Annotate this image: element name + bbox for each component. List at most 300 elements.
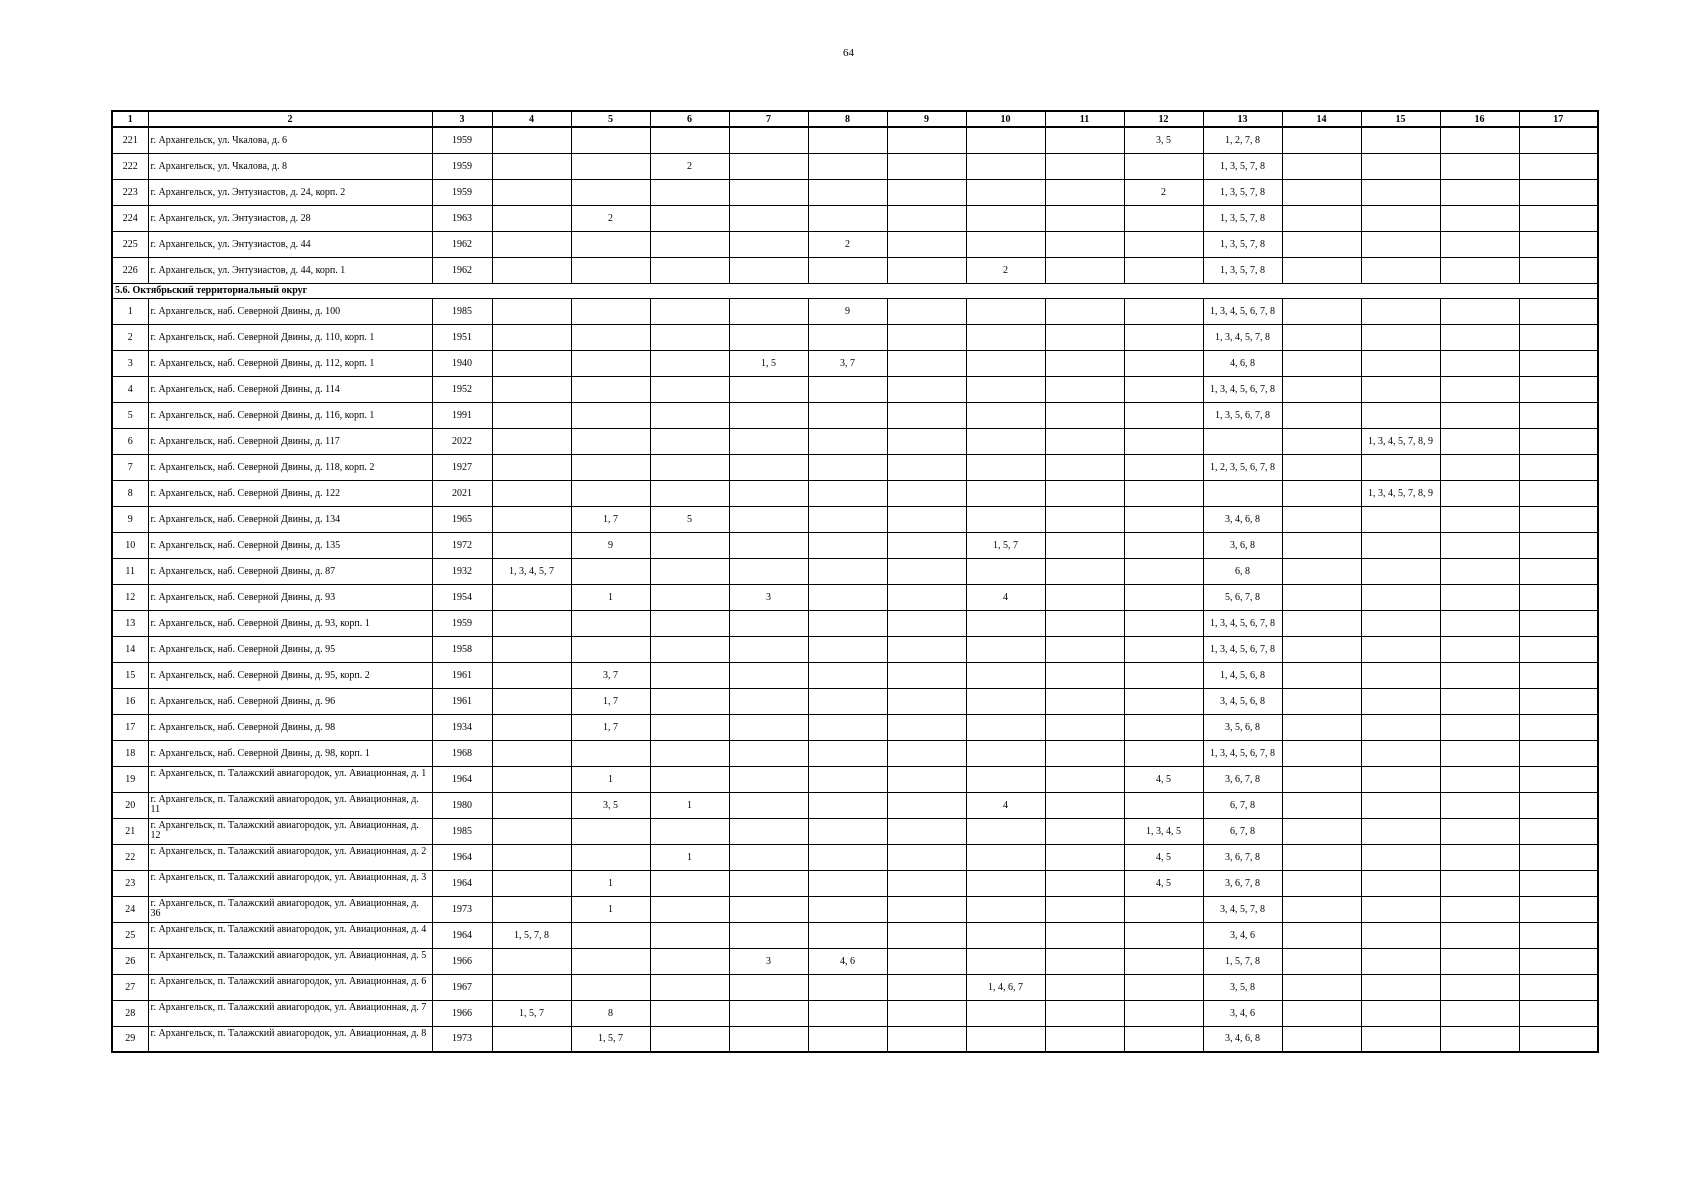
- table-cell: [808, 662, 887, 688]
- table-cell: [1282, 688, 1361, 714]
- address-cell: г. Архангельск, наб. Северной Двины, д. 93, корп. 1: [148, 610, 432, 636]
- table-cell: 1, 3, 4, 5, 7, 8: [1203, 324, 1282, 350]
- table-cell: [571, 558, 650, 584]
- table-cell: [492, 324, 571, 350]
- table-cell: [966, 127, 1045, 153]
- address-cell: г. Архангельск, п. Талажский авиагородок, ул. Авиационная, д. 2: [148, 844, 432, 870]
- row-number-cell: 26: [112, 948, 148, 974]
- table-cell: 1, 3, 4, 5, 6, 7, 8: [1203, 376, 1282, 402]
- table-cell: [650, 766, 729, 792]
- table-cell: [729, 792, 808, 818]
- table-cell: [808, 818, 887, 844]
- table-row: [112, 896, 1598, 922]
- table-cell: [1519, 298, 1598, 324]
- table-cell: [1440, 922, 1519, 948]
- table-cell: [1519, 205, 1598, 231]
- table-cell: [1045, 257, 1124, 283]
- table-cell: [492, 870, 571, 896]
- table-cell: 1, 5, 7: [492, 1000, 571, 1026]
- table-cell: 9: [808, 298, 887, 324]
- table-cell: [1282, 480, 1361, 506]
- table-row: [112, 844, 1598, 870]
- table-cell: [1124, 740, 1203, 766]
- address-cell: г. Архангельск, наб. Северной Двины, д. 95, корп. 2: [148, 662, 432, 688]
- table-cell: [966, 714, 1045, 740]
- table-cell: [887, 376, 966, 402]
- table-cell: [887, 792, 966, 818]
- row-number-cell: 225: [112, 231, 148, 257]
- table-cell: [650, 454, 729, 480]
- table-cell: [650, 324, 729, 350]
- row-number-cell: 24: [112, 896, 148, 922]
- table-cell: [650, 298, 729, 324]
- table-cell: [571, 231, 650, 257]
- table-cell: [1045, 324, 1124, 350]
- table-cell: [1519, 792, 1598, 818]
- table-cell: [1361, 532, 1440, 558]
- table-cell: [1440, 205, 1519, 231]
- table-cell: [808, 532, 887, 558]
- table-cell: [1519, 662, 1598, 688]
- table-cell: [808, 153, 887, 179]
- table-cell: [1124, 454, 1203, 480]
- table-cell: [1282, 532, 1361, 558]
- table-cell: [1519, 454, 1598, 480]
- table-cell: [1361, 844, 1440, 870]
- table-cell: [966, 610, 1045, 636]
- table-cell: 3, 4, 6, 8: [1203, 506, 1282, 532]
- table-cell: [571, 376, 650, 402]
- table-cell: [1045, 662, 1124, 688]
- table-cell: [1124, 231, 1203, 257]
- table-cell: [887, 428, 966, 454]
- table-cell: [966, 1026, 1045, 1052]
- table-cell: [887, 257, 966, 283]
- table-cell: [1440, 688, 1519, 714]
- table-cell: [729, 205, 808, 231]
- table-cell: [729, 506, 808, 532]
- table-cell: [650, 688, 729, 714]
- table-cell: [571, 298, 650, 324]
- table-cell: 3, 6, 7, 8: [1203, 870, 1282, 896]
- table-cell: 1, 7: [571, 688, 650, 714]
- table-cell: [1045, 231, 1124, 257]
- address-cell: г. Архангельск, п. Талажский авиагородок, ул. Авиационная, д. 1: [148, 766, 432, 792]
- table-cell: 3, 5: [1124, 127, 1203, 153]
- table-cell: 1, 5: [729, 350, 808, 376]
- year-cell: 1980: [432, 792, 492, 818]
- table-cell: [966, 636, 1045, 662]
- table-cell: [571, 454, 650, 480]
- table-cell: [1282, 402, 1361, 428]
- table-cell: 4, 6, 8: [1203, 350, 1282, 376]
- row-number-cell: 7: [112, 454, 148, 480]
- table-cell: [966, 922, 1045, 948]
- table-cell: 3: [729, 948, 808, 974]
- table-cell: [571, 740, 650, 766]
- table-cell: [1361, 179, 1440, 205]
- table-cell: [1361, 584, 1440, 610]
- table-cell: [1045, 127, 1124, 153]
- table-cell: [1282, 558, 1361, 584]
- table-cell: [1440, 870, 1519, 896]
- table-cell: [887, 870, 966, 896]
- table-cell: [492, 688, 571, 714]
- table-cell: [1361, 688, 1440, 714]
- table-cell: [808, 1026, 887, 1052]
- table-cell: [1124, 1026, 1203, 1052]
- table-cell: [1361, 948, 1440, 974]
- table-cell: [1282, 636, 1361, 662]
- table-cell: [1519, 922, 1598, 948]
- table-cell: [1440, 948, 1519, 974]
- table-cell: 1, 3, 5, 7, 8: [1203, 257, 1282, 283]
- table-cell: [1361, 636, 1440, 662]
- row-number-cell: 12: [112, 584, 148, 610]
- column-header: 14: [1282, 111, 1361, 127]
- table-row: [112, 205, 1598, 231]
- table-cell: [1440, 402, 1519, 428]
- address-cell: г. Архангельск, наб. Северной Двины, д. 134: [148, 506, 432, 532]
- table-cell: [1519, 558, 1598, 584]
- table-row: [112, 974, 1598, 1000]
- table-cell: [1045, 792, 1124, 818]
- table-cell: [1045, 376, 1124, 402]
- table-cell: [650, 610, 729, 636]
- table-cell: [1045, 922, 1124, 948]
- table-cell: [729, 610, 808, 636]
- table-cell: 3, 7: [808, 350, 887, 376]
- table-cell: [492, 948, 571, 974]
- table-cell: 1, 3, 4, 5, 7, 8, 9: [1361, 428, 1440, 454]
- table-cell: [1124, 205, 1203, 231]
- table-cell: [1045, 298, 1124, 324]
- row-number-cell: 28: [112, 1000, 148, 1026]
- year-cell: 1972: [432, 532, 492, 558]
- table-cell: [1124, 688, 1203, 714]
- year-cell: 1968: [432, 740, 492, 766]
- row-number-cell: 13: [112, 610, 148, 636]
- table-cell: [1440, 1000, 1519, 1026]
- table-cell: [1124, 636, 1203, 662]
- table-cell: [1045, 688, 1124, 714]
- table-cell: [1361, 896, 1440, 922]
- table-cell: [729, 324, 808, 350]
- table-cell: [650, 948, 729, 974]
- table-cell: [887, 324, 966, 350]
- table-cell: 5, 6, 7, 8: [1203, 584, 1282, 610]
- address-cell: г. Архангельск, наб. Северной Двины, д. 93: [148, 584, 432, 610]
- table-cell: [1519, 506, 1598, 532]
- year-cell: 1966: [432, 1000, 492, 1026]
- table-cell: [1440, 153, 1519, 179]
- address-cell: г. Архангельск, п. Талажский авиагородок, ул. Авиационная, д. 4: [148, 922, 432, 948]
- table-cell: [887, 231, 966, 257]
- year-cell: 1951: [432, 324, 492, 350]
- table-cell: [492, 402, 571, 428]
- table-cell: [729, 922, 808, 948]
- table-cell: [1519, 1000, 1598, 1026]
- table-cell: [729, 257, 808, 283]
- table-cell: [1045, 610, 1124, 636]
- row-number-cell: 27: [112, 974, 148, 1000]
- table-cell: [887, 740, 966, 766]
- table-cell: [1124, 480, 1203, 506]
- table-cell: [1361, 127, 1440, 153]
- address-cell: г. Архангельск, п. Талажский авиагородок, ул. Авиационная, д. 5: [148, 948, 432, 974]
- table-cell: [1440, 532, 1519, 558]
- table-cell: [650, 1000, 729, 1026]
- table-cell: [571, 402, 650, 428]
- table-cell: [1045, 948, 1124, 974]
- table-cell: [1361, 454, 1440, 480]
- row-number-cell: 14: [112, 636, 148, 662]
- table-cell: 1, 3, 5, 7, 8: [1203, 179, 1282, 205]
- table-cell: 1, 5, 7, 8: [1203, 948, 1282, 974]
- table-cell: [1282, 662, 1361, 688]
- row-number-cell: 16: [112, 688, 148, 714]
- table-cell: [492, 636, 571, 662]
- table-row: [112, 792, 1598, 818]
- year-cell: 1959: [432, 153, 492, 179]
- row-number-cell: 226: [112, 257, 148, 283]
- table-cell: [1519, 480, 1598, 506]
- table-cell: [729, 896, 808, 922]
- table-cell: [1282, 428, 1361, 454]
- table-cell: [887, 153, 966, 179]
- table-cell: [1282, 844, 1361, 870]
- table-cell: [571, 948, 650, 974]
- address-cell: г. Архангельск, наб. Северной Двины, д. 114: [148, 376, 432, 402]
- table-cell: [966, 350, 1045, 376]
- table-cell: 4: [966, 792, 1045, 818]
- table-cell: [1440, 610, 1519, 636]
- table-cell: [729, 1000, 808, 1026]
- table-cell: 3, 6, 7, 8: [1203, 844, 1282, 870]
- table-cell: [1045, 454, 1124, 480]
- table-cell: 1, 5, 7, 8: [492, 922, 571, 948]
- table-cell: [1361, 662, 1440, 688]
- table-cell: [650, 376, 729, 402]
- table-cell: [808, 324, 887, 350]
- table-cell: [887, 127, 966, 153]
- table-cell: [492, 153, 571, 179]
- table-cell: [1282, 231, 1361, 257]
- table-cell: [1361, 792, 1440, 818]
- table-cell: [1440, 558, 1519, 584]
- buildings-table: [111, 110, 1599, 1053]
- table-row: [112, 1026, 1598, 1052]
- address-cell: г. Архангельск, наб. Северной Двины, д. 98, корп. 1: [148, 740, 432, 766]
- table-cell: [966, 948, 1045, 974]
- table-cell: [729, 179, 808, 205]
- table-cell: [650, 636, 729, 662]
- table-cell: [966, 179, 1045, 205]
- address-cell: г. Архангельск, наб. Северной Двины, д. 135: [148, 532, 432, 558]
- table-cell: [1519, 948, 1598, 974]
- table-cell: [808, 870, 887, 896]
- table-row: [112, 766, 1598, 792]
- table-cell: [492, 818, 571, 844]
- table-cell: [1361, 714, 1440, 740]
- table-cell: [887, 506, 966, 532]
- table-cell: 1: [571, 766, 650, 792]
- table-cell: [729, 558, 808, 584]
- table-cell: [650, 428, 729, 454]
- table-cell: 3, 4, 5, 6, 8: [1203, 688, 1282, 714]
- table-cell: [966, 298, 1045, 324]
- table-row: [112, 870, 1598, 896]
- table-cell: [1519, 127, 1598, 153]
- table-cell: [1045, 506, 1124, 532]
- table-cell: 2: [571, 205, 650, 231]
- table-cell: [729, 127, 808, 153]
- table-row: [112, 127, 1598, 153]
- table-cell: [966, 480, 1045, 506]
- table-cell: [808, 896, 887, 922]
- table-cell: [1045, 714, 1124, 740]
- table-cell: [729, 298, 808, 324]
- address-cell: г. Архангельск, ул. Энтузиастов, д. 44, корп. 1: [148, 257, 432, 283]
- table-cell: [1045, 844, 1124, 870]
- row-number-cell: 223: [112, 179, 148, 205]
- table-cell: [1282, 205, 1361, 231]
- table-cell: [1519, 1026, 1598, 1052]
- table-cell: [1282, 257, 1361, 283]
- table-cell: [1361, 766, 1440, 792]
- table-cell: [492, 454, 571, 480]
- table-cell: [492, 1026, 571, 1052]
- section-row: [112, 283, 1598, 298]
- year-cell: 1963: [432, 205, 492, 231]
- table-cell: [492, 127, 571, 153]
- table-cell: [650, 127, 729, 153]
- row-number-cell: 19: [112, 766, 148, 792]
- table-cell: [650, 922, 729, 948]
- table-row: [112, 454, 1598, 480]
- year-cell: 1973: [432, 1026, 492, 1052]
- table-cell: [1282, 870, 1361, 896]
- year-cell: 1985: [432, 818, 492, 844]
- table-cell: [887, 974, 966, 1000]
- table-cell: [1045, 870, 1124, 896]
- table-cell: [1045, 428, 1124, 454]
- table-row: [112, 1000, 1598, 1026]
- column-header: 2: [148, 111, 432, 127]
- table-cell: [492, 662, 571, 688]
- table-cell: [571, 636, 650, 662]
- table-cell: [1440, 324, 1519, 350]
- address-cell: г. Архангельск, ул. Энтузиастов, д. 28: [148, 205, 432, 231]
- table-cell: [1361, 922, 1440, 948]
- table-cell: [808, 179, 887, 205]
- row-number-cell: 21: [112, 818, 148, 844]
- table-cell: [1519, 870, 1598, 896]
- table-cell: 4, 6: [808, 948, 887, 974]
- table-cell: [887, 714, 966, 740]
- table-cell: [966, 402, 1045, 428]
- table-cell: [1440, 818, 1519, 844]
- table-cell: [887, 298, 966, 324]
- table-cell: 1: [571, 870, 650, 896]
- row-number-cell: 17: [112, 714, 148, 740]
- row-number-cell: 11: [112, 558, 148, 584]
- year-cell: 1967: [432, 974, 492, 1000]
- address-cell: г. Архангельск, п. Талажский авиагородок, ул. Авиационная, д. 7: [148, 1000, 432, 1026]
- column-header: 10: [966, 111, 1045, 127]
- table-cell: [887, 766, 966, 792]
- table-cell: [966, 506, 1045, 532]
- table-cell: 3, 5, 6, 8: [1203, 714, 1282, 740]
- table-cell: [492, 974, 571, 1000]
- table-cell: [808, 714, 887, 740]
- table-cell: [1124, 376, 1203, 402]
- table-cell: [1045, 179, 1124, 205]
- table-cell: [887, 402, 966, 428]
- table-cell: [808, 402, 887, 428]
- table-cell: [1282, 454, 1361, 480]
- table-cell: 1, 3, 5, 7, 8: [1203, 153, 1282, 179]
- table-cell: [650, 714, 729, 740]
- row-number-cell: 6: [112, 428, 148, 454]
- table-cell: [808, 688, 887, 714]
- column-header: 5: [571, 111, 650, 127]
- table-cell: [1519, 688, 1598, 714]
- table-cell: [729, 402, 808, 428]
- table-row: [112, 662, 1598, 688]
- address-cell: г. Архангельск, ул. Чкалова, д. 6: [148, 127, 432, 153]
- year-cell: 1973: [432, 896, 492, 922]
- table-cell: [1124, 324, 1203, 350]
- table-cell: [887, 558, 966, 584]
- table-cell: [1124, 974, 1203, 1000]
- table-row: [112, 324, 1598, 350]
- address-cell: г. Архангельск, п. Талажский авиагородок, ул. Авиационная, д. 12: [148, 818, 432, 844]
- table-row: [112, 636, 1598, 662]
- table-cell: [887, 1026, 966, 1052]
- table-cell: 6, 8: [1203, 558, 1282, 584]
- table-row: [112, 948, 1598, 974]
- table-cell: [571, 153, 650, 179]
- table-cell: [1282, 714, 1361, 740]
- table-cell: [808, 205, 887, 231]
- table-cell: [1124, 662, 1203, 688]
- table-cell: [571, 974, 650, 1000]
- table-cell: [1124, 1000, 1203, 1026]
- column-header: 15: [1361, 111, 1440, 127]
- table-cell: [729, 974, 808, 1000]
- table-cell: 1: [650, 844, 729, 870]
- table-cell: [1361, 506, 1440, 532]
- year-cell: 1985: [432, 298, 492, 324]
- address-cell: г. Архангельск, наб. Северной Двины, д. 87: [148, 558, 432, 584]
- table-cell: [729, 818, 808, 844]
- table-cell: 4, 5: [1124, 844, 1203, 870]
- table-cell: [887, 662, 966, 688]
- table-cell: [1361, 870, 1440, 896]
- table-cell: [1519, 766, 1598, 792]
- table-cell: 3, 7: [571, 662, 650, 688]
- table-cell: [1282, 948, 1361, 974]
- row-number-cell: 3: [112, 350, 148, 376]
- table-cell: [492, 298, 571, 324]
- table-cell: 6, 7, 8: [1203, 792, 1282, 818]
- table-cell: [1282, 896, 1361, 922]
- year-cell: 1991: [432, 402, 492, 428]
- year-cell: 1959: [432, 610, 492, 636]
- row-number-cell: 2: [112, 324, 148, 350]
- table-cell: [1361, 740, 1440, 766]
